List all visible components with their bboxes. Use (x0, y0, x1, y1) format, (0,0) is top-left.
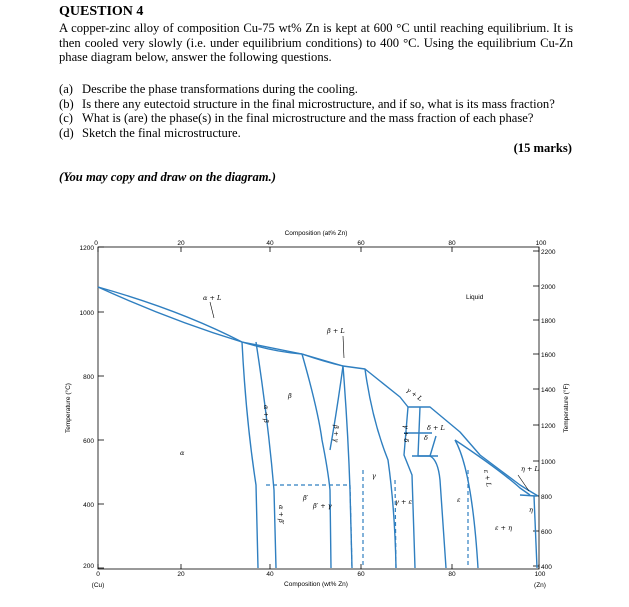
delta-l-label: δ + L (427, 424, 445, 432)
arrow (210, 302, 214, 318)
question-intro: A copper-zinc alloy of composition Cu-75 wt% Zn is kept at 600 °C until reaching equilibrium. It is then cooled very slowly (i.e. under equilibrium conditions) to 400 °C. Using the equilibrium Cu-Zn phase diagram below, answer the following questions. (59, 21, 573, 65)
beta-label: β (288, 392, 292, 400)
cu-label: (Cu) (91, 582, 105, 589)
alpha-beta-label: α + β (262, 405, 270, 423)
beta-gamma-label: β + γ (332, 425, 340, 443)
right-axis-ticks (533, 251, 539, 566)
epsilon-left (430, 456, 446, 568)
bottom-tick-labels (96, 571, 546, 578)
part-text: Is there any eutectoid structure in the final microstructure, and if so, what is its mass fraction? (82, 96, 555, 111)
arrow (343, 336, 344, 358)
epsilon-label: ε (457, 496, 461, 504)
gamma-l-label: γ + L (404, 386, 425, 403)
part-label: (a) (59, 82, 73, 96)
peritectic-beta-gamma (302, 354, 343, 366)
bottom-axis-ticks (98, 564, 539, 569)
tick-label: 2200 (541, 249, 556, 256)
part-text: Describe the phase transformations during the cooling. (82, 82, 358, 96)
part-label: (c) (59, 111, 73, 126)
part-label: (d) (59, 125, 74, 140)
tick-label: 80 (448, 571, 456, 578)
tick-label: 1600 (541, 352, 556, 359)
alpha-solvus (242, 342, 258, 568)
tick-label: 2000 (541, 284, 556, 291)
tick-label: 400 (541, 564, 552, 571)
tick-label: 400 (83, 502, 94, 509)
tick-label: 200 (83, 563, 94, 570)
beta-gamma-boundary (302, 354, 331, 568)
eps-eta-label: ε + η (495, 524, 512, 532)
eta-l-label: η + L (521, 465, 539, 473)
tick-label: 600 (541, 529, 552, 536)
beta-prime-gamma-label: β′ + γ (313, 502, 332, 510)
phase-labels (180, 294, 539, 532)
part-text: What is (are) the phase(s) in the final microstructure and the mass fraction of each phase? (82, 111, 534, 126)
beta-prime-label: β′ (303, 494, 309, 502)
tick-label: 1000 (79, 310, 94, 317)
tick-label: 1200 (79, 245, 94, 252)
eta-eutectic (520, 495, 536, 496)
gamma-right-boundary (365, 369, 396, 568)
question-title: QUESTION 4 (59, 4, 144, 19)
alpha-beta-boundary (256, 342, 276, 568)
left-axis-ticks (98, 247, 104, 568)
phase-boundaries (98, 287, 538, 568)
epsilon-liquidus (455, 440, 530, 495)
tick-label: 600 (83, 438, 94, 445)
tick-label: 1000 (541, 459, 556, 466)
tick-label: 100 (535, 240, 547, 247)
tick-label: 0 (94, 240, 98, 247)
tick-label: 1200 (541, 423, 556, 430)
diagram-note: (You may copy and draw on the diagram.) (59, 170, 276, 184)
alpha-l-label: α + L (203, 294, 222, 302)
left-tick-labels (80, 245, 95, 570)
eta-label: η (529, 506, 533, 514)
bottom-axis-title: Composition (wt% Zn) (284, 581, 348, 588)
eps-l-label: ε + L (482, 468, 493, 488)
top-axis-ticks (98, 247, 539, 252)
tick-label: 40 (266, 240, 274, 247)
zn-label: (Zn) (534, 582, 546, 589)
gamma-eps-label: γ + ε (395, 498, 412, 506)
gamma-label: γ (372, 472, 376, 480)
eta-solvus (534, 496, 537, 568)
liquid-label: Liquid (466, 294, 484, 301)
liquidus-line (98, 287, 538, 496)
tick-label: 40 (266, 571, 274, 578)
tick-label: 60 (357, 240, 365, 247)
marks-label: (15 marks) (513, 141, 572, 155)
top-tick-labels (94, 240, 547, 247)
tick-label: 100 (534, 571, 546, 578)
tick-label: 0 (96, 571, 100, 578)
alpha-beta-prime-label: α + β′ (277, 505, 285, 525)
part-label: (b) (59, 96, 74, 111)
epsilon-right (455, 440, 478, 568)
gamma-delta-label: γ + δ (402, 425, 410, 443)
tick-label: 20 (177, 240, 185, 247)
alpha-label: α (180, 449, 185, 457)
tick-label: 60 (357, 571, 365, 578)
tick-label: 20 (177, 571, 185, 578)
tick-label: 800 (541, 494, 552, 501)
delta-label: δ (424, 434, 428, 442)
peritectic-alpha-beta (242, 342, 302, 354)
top-axis-title: Composition (at% Zn) (284, 230, 348, 237)
gamma-left-boundary (343, 366, 352, 568)
beta-l-label: β + L (327, 327, 345, 335)
tick-label: 1800 (541, 318, 556, 325)
right-axis-title: Temperature (°F) (563, 383, 570, 433)
left-axis-title: Temperature (°C) (65, 383, 72, 433)
part-text: Sketch the final microstructure. (82, 125, 241, 140)
right-tick-labels (541, 249, 556, 571)
tick-label: 80 (448, 240, 456, 247)
tick-label: 800 (83, 374, 94, 381)
tick-label: 1400 (541, 387, 556, 394)
ordering-lines (266, 470, 468, 568)
